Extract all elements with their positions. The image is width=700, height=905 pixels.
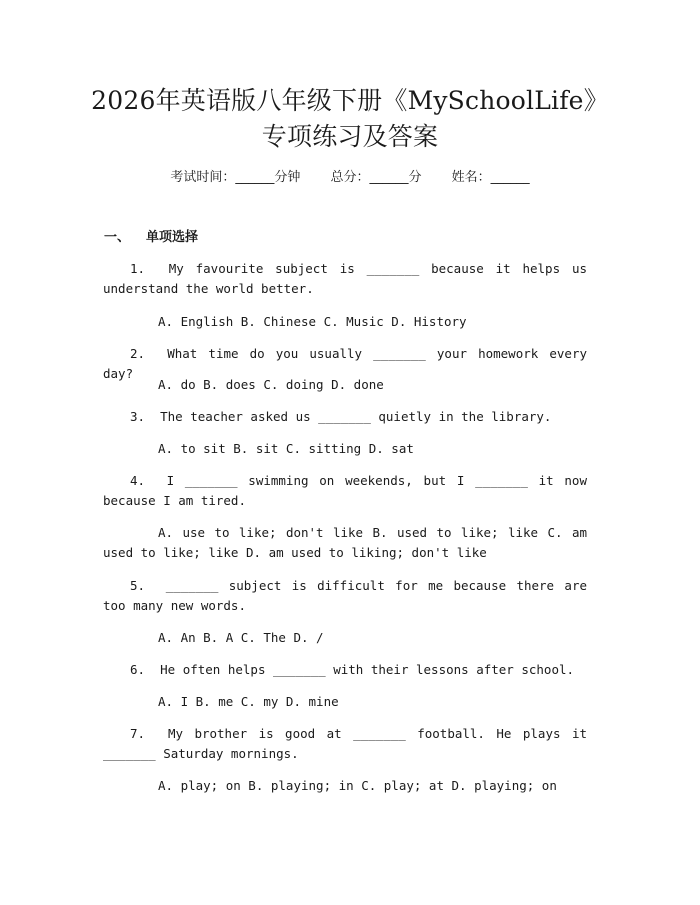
question-number: 6.: [130, 662, 146, 677]
exam-meta: [0, 168, 700, 188]
question-text: I _______ swimming on weekends, but I _______ it now because I am tired.: [103, 473, 587, 508]
options-text: A. to sit B. sit C. sitting D. sat: [158, 441, 414, 456]
question-6-options: [103, 692, 587, 712]
exam-time: [170, 170, 300, 185]
exam-time-blank: ______: [235, 170, 275, 185]
exam-time-label: 考试时间：: [170, 170, 236, 185]
question-text: My favourite subject is _______ because it helps us understand the world better.: [103, 261, 587, 296]
question-3: [103, 407, 587, 427]
question-number: 7.: [130, 726, 146, 741]
question-5: [103, 576, 587, 616]
options-text: A. English B. Chinese C. Music D. History: [158, 314, 467, 329]
question-text: _______ subject is difficult for me because there are too many new words.: [103, 578, 587, 613]
question-text: What time do you usually _______ your homework every day?: [103, 346, 587, 381]
question-5-options: [103, 628, 587, 648]
question-3-options: [103, 439, 587, 459]
options-text: A. I B. me C. my D. mine: [158, 694, 339, 709]
question-4: [103, 471, 587, 511]
question-1-options: [103, 312, 587, 332]
exam-name-blank: ______: [490, 170, 530, 185]
page-title: 2026年英语版八年级下册《MySchoolLife》: [91, 86, 609, 115]
exam-name: [452, 170, 530, 185]
exam-time-unit: 分钟: [274, 170, 301, 185]
question-1: [103, 259, 587, 299]
exam-score-label: 总分：: [330, 170, 370, 185]
question-number: 1.: [130, 261, 146, 276]
question-text: He often helps _______ with their lessons after school.: [160, 662, 575, 677]
question-7: [103, 724, 587, 764]
page-subtitle: 专项练习及答案: [261, 122, 439, 151]
section-heading: [104, 228, 198, 248]
section-number: 一、: [104, 230, 131, 245]
question-text: My brother is good at _______ football. He plays it _______ Saturday mornings.: [103, 726, 587, 761]
options-text: A. do B. does C. doing D. done: [158, 377, 384, 392]
exam-name-label: 姓名：: [451, 170, 491, 185]
exam-score: [330, 170, 421, 185]
exam-score-unit: 分: [408, 170, 422, 185]
question-6: [103, 660, 587, 680]
question-number: 5.: [130, 578, 146, 593]
options-text: A. play; on B. playing; in C. play; at D. playing; on: [158, 778, 557, 793]
question-text: The teacher asked us _______ quietly in the library.: [160, 409, 552, 424]
question-7-options: [103, 776, 587, 796]
question-number: 4.: [130, 473, 146, 488]
question-number: 2.: [130, 346, 146, 361]
exam-score-blank: ______: [369, 170, 409, 185]
section-title: 单项选择: [146, 230, 199, 245]
question-number: 3.: [130, 409, 146, 424]
options-text: A. use to like; don't like B. used to like; like C. am used to like; like D. am used to liking; don't like: [103, 525, 587, 560]
question-4-options: [103, 523, 587, 563]
question-2-options: [103, 375, 587, 395]
options-text: A. An B. A C. The D. /: [158, 630, 324, 645]
